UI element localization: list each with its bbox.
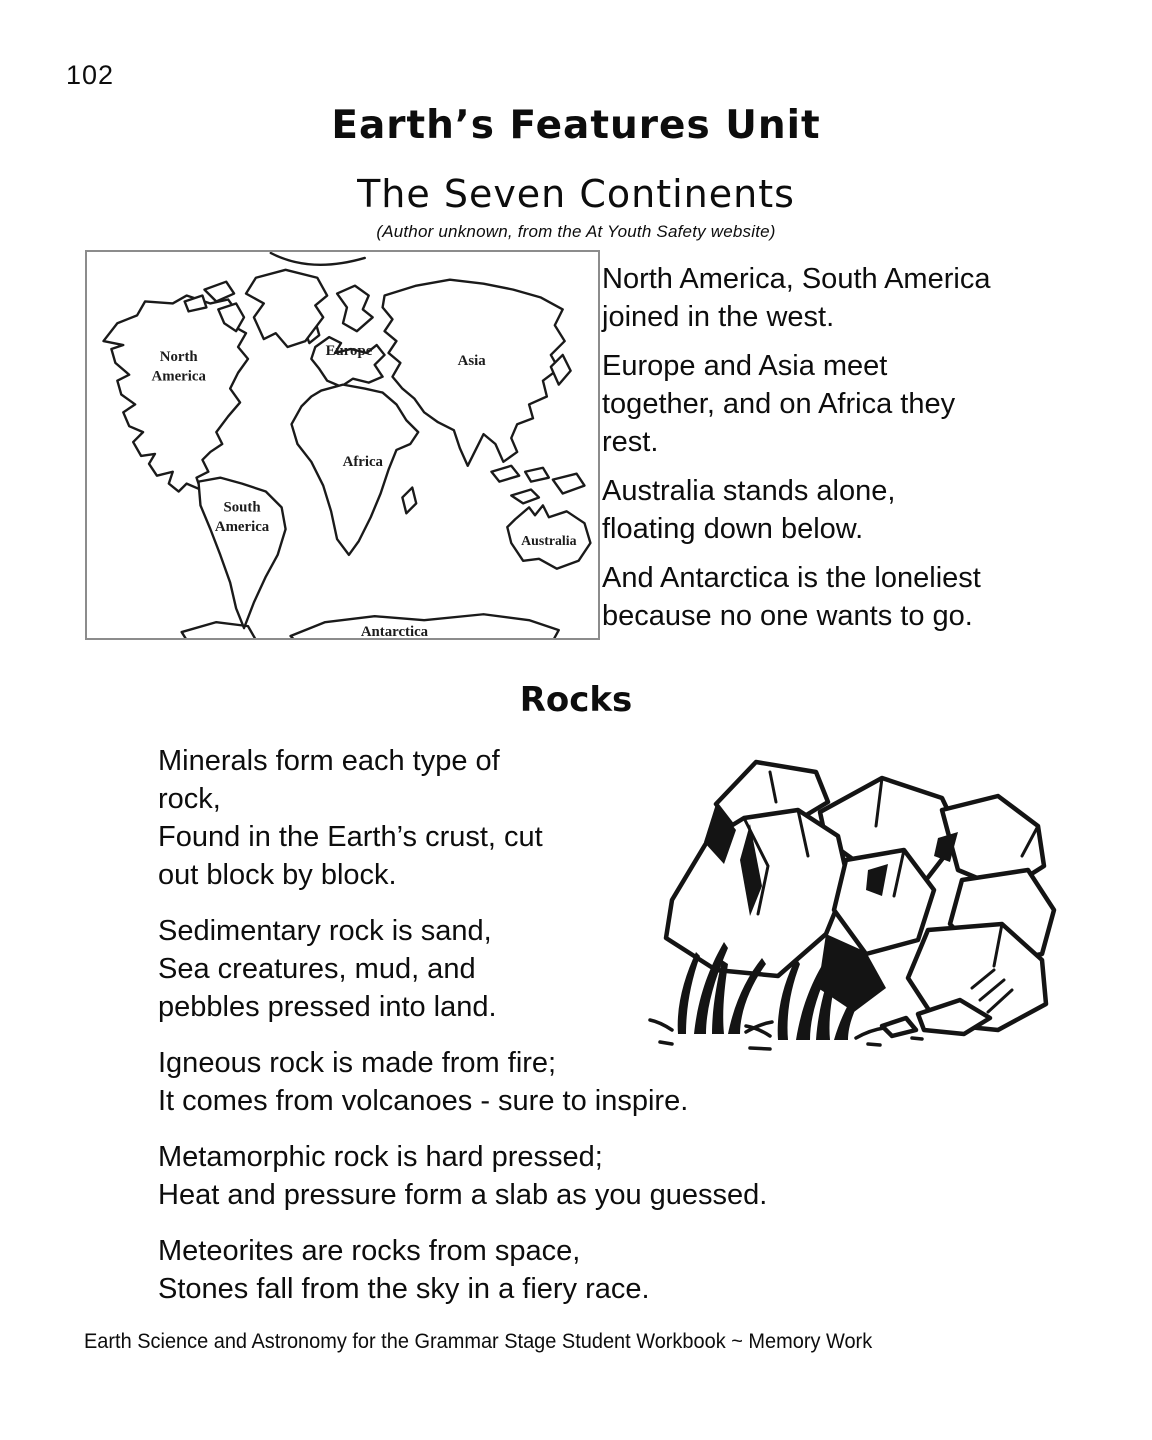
poem-line: joined in the west. (602, 301, 835, 333)
stanza (158, 1232, 798, 1308)
footer-source-text: Earth Science and Astronomy for the Grammar Stage Student Workbook ~ Memory Work (84, 1330, 873, 1353)
stanza (602, 559, 1072, 635)
world-map-figure (85, 250, 600, 640)
rock-pile-illustration (620, 738, 1065, 1056)
unit-title: Earth’s Features Unit (331, 103, 821, 148)
stanza (158, 1138, 798, 1214)
page-number: 102 (66, 60, 115, 90)
map-label-australia: Australia (521, 532, 577, 548)
world-map-illustration (87, 252, 598, 638)
stanza (602, 260, 1072, 336)
map-label-africa: Africa (342, 453, 383, 470)
poem-line: And Antarctica is the loneliest (602, 562, 981, 594)
poem-line: floating down below. (602, 513, 864, 545)
poem-line: Sea creatures, mud, and (158, 953, 476, 985)
poem-line: Heat and pressure form a slab as you guessed. (158, 1179, 768, 1211)
poem-line: Igneous rock is made from fire; (158, 1047, 557, 1079)
stanza (602, 472, 1072, 548)
map-label-europe: Europe (325, 342, 373, 359)
poem-line: Meteorites are rocks from space, (158, 1235, 581, 1267)
poem-line: Found in the Earth’s crust, cut (158, 821, 543, 853)
poem-line: Australia stands alone, (602, 475, 896, 507)
poem-line: North America, South America (602, 263, 991, 295)
poem-line: together, and on Africa they (602, 388, 956, 420)
poem-line: out block by block. (158, 859, 397, 891)
poem-title-rocks: Rocks (519, 680, 633, 720)
map-europe-shape (337, 286, 373, 332)
map-label-south-america: South America (214, 499, 270, 536)
poem-line: rock, (158, 783, 221, 815)
map-label-antarctica: Antarctica (360, 624, 429, 638)
poem-line: Metamorphic rock is hard pressed; (158, 1141, 603, 1173)
stanza (602, 347, 1072, 461)
map-label-north-america: North America (151, 348, 206, 385)
poem-line: Sedimentary rock is sand, (158, 915, 492, 947)
rock-pile-figure (620, 738, 1065, 1056)
poem-line: It comes from volcanoes - sure to inspire. (158, 1085, 689, 1117)
poem-line: because no one wants to go. (602, 600, 973, 632)
map-label-asia: Asia (457, 352, 486, 369)
poem-title-seven-continents: The Seven Continents (357, 172, 795, 216)
poem-line: Europe and Asia meet (602, 350, 888, 382)
continents-poem (602, 260, 1072, 646)
poem-line: Stones fall from the sky in a fiery race. (158, 1273, 650, 1305)
poem-line: rest. (602, 426, 659, 458)
poem-line: Minerals form each type of (158, 745, 500, 777)
poem-line: pebbles pressed into land. (158, 991, 497, 1023)
attribution-line: (Author unknown, from the At Youth Safety website) (376, 222, 776, 241)
